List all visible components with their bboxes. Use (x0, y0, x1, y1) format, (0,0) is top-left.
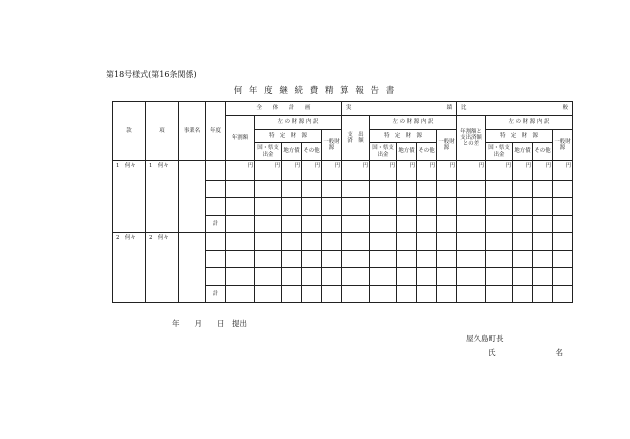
header-plan: 全 体 計 画 (226, 102, 342, 116)
actual-kuni: 国・県支出金 (370, 143, 397, 161)
blank-cell (457, 233, 486, 251)
compare-diff: 年割額と支出済額との差 (457, 116, 486, 161)
blank-cell (513, 250, 533, 268)
blank-cell (397, 233, 417, 251)
actual-specific: 特 定 財 源 (370, 130, 437, 143)
blank-cell (226, 233, 255, 251)
blank-cell (513, 285, 533, 303)
actual-breakdown: 左 の 財 源 内 訳 (370, 116, 457, 130)
unit-cell: 円 (513, 161, 533, 181)
blank-cell (397, 285, 417, 303)
unit-cell: 円 (255, 161, 282, 181)
blank-cell (342, 198, 370, 216)
blank-cell (342, 250, 370, 268)
blank-cell (513, 268, 533, 286)
blank-cell (302, 268, 322, 286)
blank-cell (342, 268, 370, 286)
blank-cell (342, 285, 370, 303)
blank-cell (437, 250, 457, 268)
blank-cell (226, 285, 255, 303)
blank-cell (397, 198, 417, 216)
blank-cell (533, 285, 553, 303)
nendo-cell (206, 250, 226, 268)
kou-cell: 1 何々 (146, 161, 179, 233)
blank-cell (226, 180, 255, 198)
blank-cell (226, 250, 255, 268)
blank-cell (553, 285, 573, 303)
blank-cell (397, 215, 417, 233)
header-compare-left: 比 (461, 105, 467, 112)
blank-cell (342, 215, 370, 233)
blank-cell (282, 215, 302, 233)
blank-cell (397, 250, 417, 268)
blank-cell (417, 285, 437, 303)
blank-cell (457, 285, 486, 303)
jigyo-cell (179, 233, 206, 303)
document-title: 何 年 度 継 続 費 精 算 報 告 書 (233, 86, 397, 96)
blank-cell (302, 285, 322, 303)
blank-cell (417, 250, 437, 268)
blank-cell (457, 268, 486, 286)
header-nendo: 年度 (206, 102, 226, 161)
blank-cell (417, 198, 437, 216)
header-compare (457, 102, 573, 116)
nendo-cell (206, 233, 226, 251)
blank-cell (486, 198, 513, 216)
kou-cell: 2 何々 (146, 233, 179, 303)
blank-cell (437, 180, 457, 198)
unit-cell: 円 (486, 161, 513, 181)
blank-cell (486, 233, 513, 251)
blank-cell (255, 268, 282, 286)
blank-cell (486, 180, 513, 198)
unit-cell: 円 (553, 161, 573, 181)
table-row (113, 161, 573, 181)
nendo-cell (206, 268, 226, 286)
unit-cell: 円 (226, 161, 255, 181)
blank-cell (302, 180, 322, 198)
unit-cell: 円 (370, 161, 397, 181)
blank-cell (486, 285, 513, 303)
blank-cell (322, 180, 342, 198)
blank-cell (417, 233, 437, 251)
plan-chiho: 地方債 (282, 143, 302, 161)
settlement-table (112, 101, 573, 303)
blank-cell (322, 285, 342, 303)
blank-cell (302, 198, 322, 216)
blank-cell (322, 233, 342, 251)
blank-cell (513, 180, 533, 198)
blank-cell (322, 198, 342, 216)
nendo-cell (206, 180, 226, 198)
blank-cell (553, 198, 573, 216)
blank-cell (533, 233, 553, 251)
header-actual-left: 実 (346, 105, 352, 112)
blank-cell (553, 215, 573, 233)
blank-cell (457, 250, 486, 268)
blank-cell (437, 285, 457, 303)
plan-year-amount: 年割額 (226, 116, 255, 161)
blank-cell (486, 268, 513, 286)
blank-cell (226, 268, 255, 286)
form-reference: 第18号様式(第16条関係) (106, 70, 197, 79)
nendo-cell (206, 198, 226, 216)
blank-cell (255, 233, 282, 251)
unit-cell: 円 (417, 161, 437, 181)
compare-general: 一般財源 (553, 130, 573, 161)
blank-cell (342, 233, 370, 251)
blank-cell (397, 180, 417, 198)
blank-cell (437, 215, 457, 233)
blank-cell (437, 198, 457, 216)
blank-cell (255, 250, 282, 268)
blank-cell (322, 268, 342, 286)
blank-cell (370, 180, 397, 198)
plan-general: 一般財源 (322, 130, 342, 161)
compare-chiho: 地方債 (513, 143, 533, 161)
unit-cell: 円 (342, 161, 370, 181)
blank-cell (533, 268, 553, 286)
blank-cell (282, 250, 302, 268)
header-actual-right: 績 (446, 105, 452, 112)
blank-cell (282, 285, 302, 303)
unit-cell: 円 (322, 161, 342, 181)
compare-specific: 特 定 財 源 (486, 130, 553, 143)
blank-cell (417, 268, 437, 286)
nendo-cell (206, 161, 226, 181)
actual-general: 一般財源 (437, 130, 457, 161)
compare-sono: その他 (533, 143, 553, 161)
unit-cell: 円 (533, 161, 553, 181)
blank-cell (370, 233, 397, 251)
kan-cell: 1 何々 (113, 161, 146, 233)
blank-cell (437, 268, 457, 286)
unit-cell: 円 (437, 161, 457, 181)
header-jigyo: 事業名 (179, 102, 206, 161)
unit-cell: 円 (282, 161, 302, 181)
blank-cell (342, 180, 370, 198)
header-kou: 項 (146, 102, 179, 161)
blank-cell (302, 250, 322, 268)
submission-date: 年 月 日 提出 (172, 319, 247, 328)
blank-cell (370, 215, 397, 233)
blank-cell (397, 268, 417, 286)
blank-cell (553, 250, 573, 268)
actual-sono: その他 (417, 143, 437, 161)
blank-cell (513, 233, 533, 251)
blank-cell (437, 233, 457, 251)
blank-cell (553, 268, 573, 286)
blank-cell (553, 233, 573, 251)
blank-cell (513, 215, 533, 233)
blank-cell (486, 250, 513, 268)
unit-cell: 円 (457, 161, 486, 181)
unit-cell: 円 (302, 161, 322, 181)
blank-cell (553, 180, 573, 198)
compare-kuni: 国・県支出金 (486, 143, 513, 161)
table-row (113, 233, 573, 251)
blank-cell (533, 180, 553, 198)
mayor-title: 屋久島町長 (466, 334, 504, 343)
blank-cell (533, 250, 553, 268)
blank-cell (370, 198, 397, 216)
unit-cell: 円 (397, 161, 417, 181)
blank-cell (533, 198, 553, 216)
blank-cell (370, 268, 397, 286)
blank-cell (533, 215, 553, 233)
blank-cell (457, 198, 486, 216)
plan-kuni: 国・県支出金 (255, 143, 282, 161)
jigyo-cell (179, 161, 206, 233)
compare-breakdown: 左 の 財 源 内 訳 (486, 116, 573, 130)
blank-cell (322, 250, 342, 268)
total-label: 計 (206, 285, 226, 303)
total-label: 計 (206, 215, 226, 233)
blank-cell (255, 180, 282, 198)
blank-cell (370, 285, 397, 303)
blank-cell (255, 198, 282, 216)
blank-cell (486, 215, 513, 233)
blank-cell (255, 215, 282, 233)
blank-cell (226, 215, 255, 233)
blank-cell (282, 198, 302, 216)
header-compare-right: 較 (562, 105, 568, 112)
name-label: 氏 名 (488, 348, 563, 357)
plan-specific: 特 定 財 源 (255, 130, 322, 143)
header-actual (342, 102, 457, 116)
kan-cell: 2 何々 (113, 233, 146, 303)
blank-cell (322, 215, 342, 233)
blank-cell (417, 215, 437, 233)
blank-cell (226, 198, 255, 216)
blank-cell (282, 180, 302, 198)
blank-cell (370, 250, 397, 268)
blank-cell (282, 233, 302, 251)
plan-breakdown: 左 の 財 源 内 訳 (255, 116, 342, 130)
header-kan: 款 (113, 102, 146, 161)
blank-cell (457, 180, 486, 198)
blank-cell (417, 180, 437, 198)
blank-cell (302, 233, 322, 251)
plan-sono: その他 (302, 143, 322, 161)
blank-cell (282, 268, 302, 286)
blank-cell (513, 198, 533, 216)
blank-cell (255, 285, 282, 303)
actual-chiho: 地方債 (397, 143, 417, 161)
blank-cell (457, 215, 486, 233)
actual-expenditure: 支 出済 額 (342, 116, 370, 161)
blank-cell (302, 215, 322, 233)
